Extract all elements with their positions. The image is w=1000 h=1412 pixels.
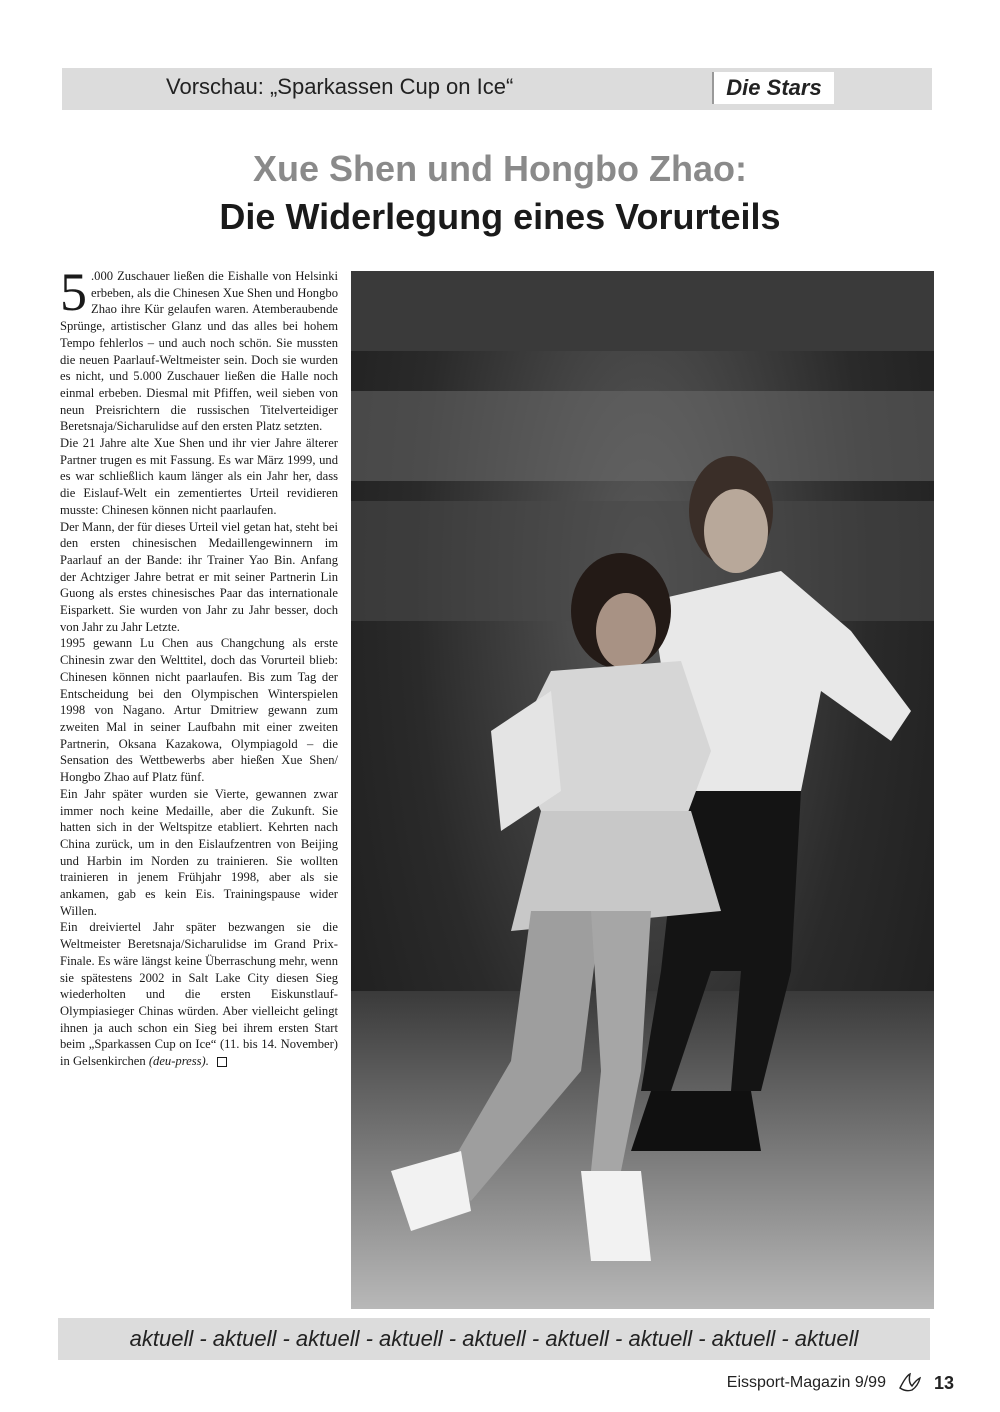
article-paragraph: 5 .000 Zuschauer ließen die Eishalle von Helsinki erbeben, als die Chinesen Xue Shen und Hongbo Zhao ihre Kür gelaufen waren. Atemberaubende Sprünge, artistischer Glanz und das alles bei hohem Tempo fehlerlos – und auch noch schön. Sie mussten die neuen Paarlauf-Weltmeister sein. Doch sie wurden es nicht, und 5.000 Zuschauer ließen die Halle noch einmal erbeben. Diesmal mit Pfiffen, weil sieben von neun Preisrichtern die russischen Titelverteidiger Beretsnaja/Sicharulidse auf den ersten Platz setzten. xyxy=(60,262,338,434)
bird-logo-icon xyxy=(898,1372,922,1394)
section-title: Vorschau: „Sparkassen Cup on Ice“ xyxy=(166,74,514,99)
category-tag: Die Stars xyxy=(712,72,834,104)
article-paragraph: Die 21 Jahre alte Xue Shen und ihr vier Jahre älterer Partner trugen es mit Fassung. Es war März 1999, und es war schließlich kaum länger als ein Jahr her, dass die Eislauf-Welt ein zementiertes Urteil revidieren musste: Chinesen können nicht paarlaufen. xyxy=(60,436,338,517)
article-paragraph: 1995 gewann Lu Chen aus Changchung als erste Chinesin zwar den Welttitel, doch das Vorurteil blieb: Chinesen können nicht paarlaufen. Bis zum Tag der Entscheidung bei den Olympischen Winterspielen 1998 von Nagano. Artur Dmitriew gewann zum zweiten Mal in seiner Laufbahn mit einer zweiten Partnerin, Oksana Kazakowa, Olympiagold – die Sensation des Wettbewerbs aber hießen Xue Shen/ Hongbo Zhao auf Platz fünf. xyxy=(60,636,338,785)
header-bar xyxy=(62,68,932,110)
press-credit: (deu-press). xyxy=(148,1054,209,1069)
magazine-issue: Eissport-Magazin 9/99 xyxy=(726,1374,886,1391)
skating-pair-photo xyxy=(351,271,934,1309)
article-paragraph: Ein dreiviertel Jahr später bezwangen sie die Weltmeister Beretsnaja/Sicharulidse im Grand Prix-Finale. Es wäre längst keine Überraschung mehr, wenn sie spätestens 2002 in Salt Lake City diesen Sieg wiederholten und die ersten Eiskunstlauf-Olympiasieger Chinas würden. Aber vielleicht gelingt ihnen ja auch schon ein Sieg bei ihrem ersten Start beim „Sparkassen Cup on Ice“ (11. bis 14. November) in Gelsenkirchen (deu-press). xyxy=(60,920,338,1069)
article-body xyxy=(60,262,338,1070)
headline-line1: Xue Shen und Hongbo Zhao: xyxy=(253,148,747,189)
drop-cap: 5 xyxy=(60,262,87,322)
page-number: 13 xyxy=(933,1372,954,1393)
article-paragraph: Der Mann, der für dieses Urteil viel getan hat, steht bei den ersten chinesischen Medaillengewinnern im Paarlauf an der Bande: ihr Trainer Yao Bin. Anfang der Achtziger Jahre betrat er mit seiner Partnerin Lin Guong als erstes chinesisches Paar das internationale Eisparkett. Sie wurden von Jahr zu Jahr besser, doch von Jahr zu Jahr Letzte. xyxy=(60,519,338,634)
photo-illustration xyxy=(351,271,934,1309)
end-mark-icon xyxy=(217,1057,227,1067)
headline-line2: Die Widerlegung eines Vorurteils xyxy=(219,196,781,237)
footer-banner: aktuell - aktuell - aktuell - aktuell - aktuell - aktuell - aktuell - aktuell - aktuell xyxy=(58,1318,930,1360)
page-footer xyxy=(727,1372,954,1394)
article-paragraph: Ein Jahr später wurden sie Vierte, gewannen zwar immer noch keine Medaille, aber die Zukunft. Sie hatten sich in der Weltspitze etabliert. Kehrten nach China zurück, um in den Eislaufzentren von Beijing und Harbin im Norden zu trainieren. Sie wollten trainieren in jenem Frühjahr 1998, aber als sie ankamen, gab es kein Eis. Trainingspause wider Willen. xyxy=(60,786,338,918)
